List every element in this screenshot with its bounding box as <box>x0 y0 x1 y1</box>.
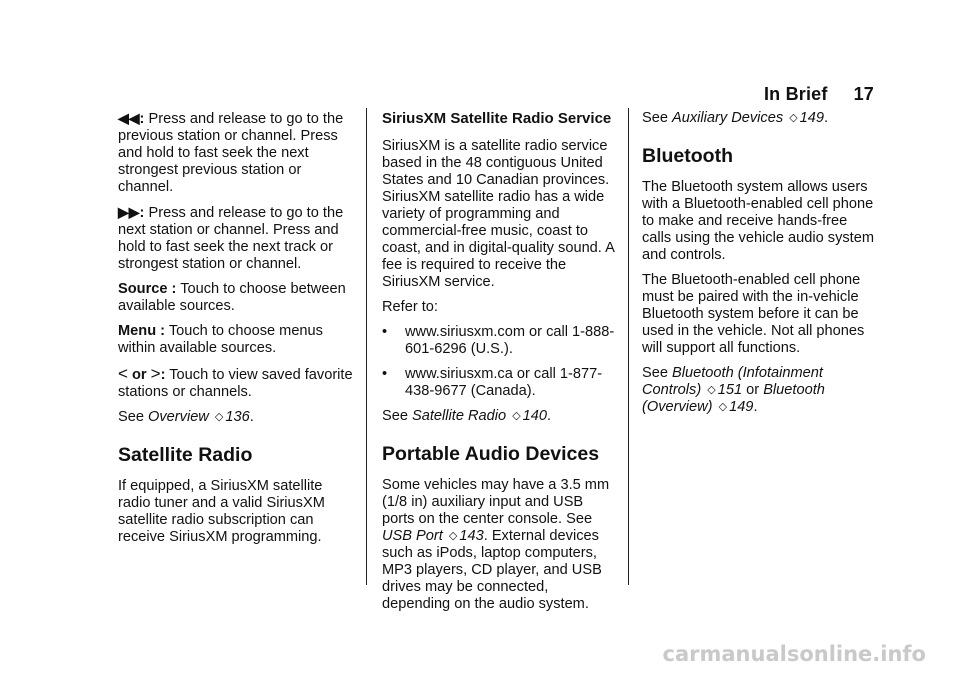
page-ref-icon: ◇ <box>789 112 798 124</box>
page-ref-icon: ◇ <box>707 384 716 396</box>
satellite-radio-link[interactable]: Satellite Radio <box>412 408 507 424</box>
contact-list <box>382 324 618 400</box>
menu-paragraph: Menu : Touch to choose menus within available sources. <box>118 323 323 356</box>
source-paragraph: Source : Touch to choose between available sources. <box>118 281 346 314</box>
seek-back-icon: ◀◀ <box>118 110 140 126</box>
bluetooth-heading: Bluetooth <box>642 145 733 167</box>
seek-forward-icon: ▶▶ <box>118 204 140 220</box>
page-ref-icon: ◇ <box>512 410 521 422</box>
page-ref-icon: ◇ <box>214 411 224 423</box>
siriusxm-paragraph: SiriusXM is a satellite radio service based in the 48 contiguous United States and 10 Canadian provinces. SiriusXM satellite radio has a wide variety of programming and commercial-free music, coast to coast, and in digital-quality sound. A fee is required to receive the SiriusXM service. <box>382 138 615 290</box>
list-item: • www.siriusxm.com or call 1-888-601-6296 (U.S.). <box>382 324 615 357</box>
auxiliary-devices-link[interactable]: Auxiliary Devices <box>672 110 784 126</box>
column-divider <box>366 108 367 585</box>
column-1 <box>118 110 354 554</box>
prev-paragraph: ◀◀: Press and release to go to the previous station or channel. Press and hold to fast seek the next strongest previous station or channel. <box>118 110 344 195</box>
page-number: 17 <box>853 84 874 104</box>
bluetooth-overview-link[interactable]: Bluetooth (Overview) <box>642 382 825 415</box>
section-title: In Brief <box>763 84 828 104</box>
column-2 <box>382 110 618 621</box>
chevron-right-icon: > <box>150 364 161 383</box>
bluetooth-paragraph-2: The Bluetooth-enabled cell phone must be paired with the in-vehicle Bluetooth system before it can be used in the vehicle. Not all phones will support all functions. <box>642 272 865 356</box>
bluetooth-paragraph-1: The Bluetooth system allows users with a Bluetooth-enabled cell phone to make and receive hands-free calls using the vehicle audio system and controls. <box>642 179 874 263</box>
favorites-paragraph: < or >: Touch to view saved favorite stations or channels. <box>118 364 353 400</box>
see-bluetooth: See Bluetooth (Infotainment Controls) ◇ 151 or Bluetooth (Overview) ◇ 149. <box>642 365 825 415</box>
overview-link[interactable]: Overview <box>148 409 209 425</box>
bullet: • <box>382 366 388 382</box>
page-ref-icon: ◇ <box>718 401 728 413</box>
satellite-paragraph: If equipped, a SiriusXM satellite radio tuner and a valid SiriusXM satellite radio subscription can receive SiriusXM programming. <box>118 478 325 545</box>
list-item: • www.siriusxm.ca or call 1-877-438-9677 (Canada). <box>382 366 603 399</box>
column-divider <box>628 108 629 585</box>
column-3 <box>642 110 878 424</box>
refer-to: Refer to: <box>382 299 438 315</box>
chevron-left-icon: < <box>118 364 128 383</box>
satellite-radio-heading: Satellite Radio <box>118 444 253 466</box>
see-auxiliary: See Auxiliary Devices ◇ 149. <box>642 110 829 126</box>
page-header <box>764 84 874 105</box>
usb-port-link[interactable]: USB Port <box>382 528 443 544</box>
portable-audio-heading: Portable Audio Devices <box>382 443 600 465</box>
page-ref-icon: ◇ <box>448 530 458 542</box>
see-overview: See Overview ◇ 136. <box>118 409 254 425</box>
watermark: carmanualsonline.info <box>662 642 926 666</box>
siriusxm-heading: SiriusXM Satellite Radio Service <box>382 110 612 127</box>
bullet: • <box>382 324 388 340</box>
portable-paragraph: Some vehicles may have a 3.5 mm (1/8 in) auxiliary input and USB ports on the center console. See USB Port ◇ 143. External devices such as iPods, laptop computers, MP3 players, CD player, and USB drives may be connected, depending on the audio system. <box>382 477 610 612</box>
see-satellite-radio: See Satellite Radio ◇ 140. <box>382 408 552 424</box>
bluetooth-infotainment-link[interactable]: Bluetooth (Infotainment Controls) <box>642 365 823 398</box>
next-paragraph: ▶▶: Press and release to go to the next station or channel. Press and hold to fast seek the next track or strongest station or channel. <box>118 204 344 272</box>
